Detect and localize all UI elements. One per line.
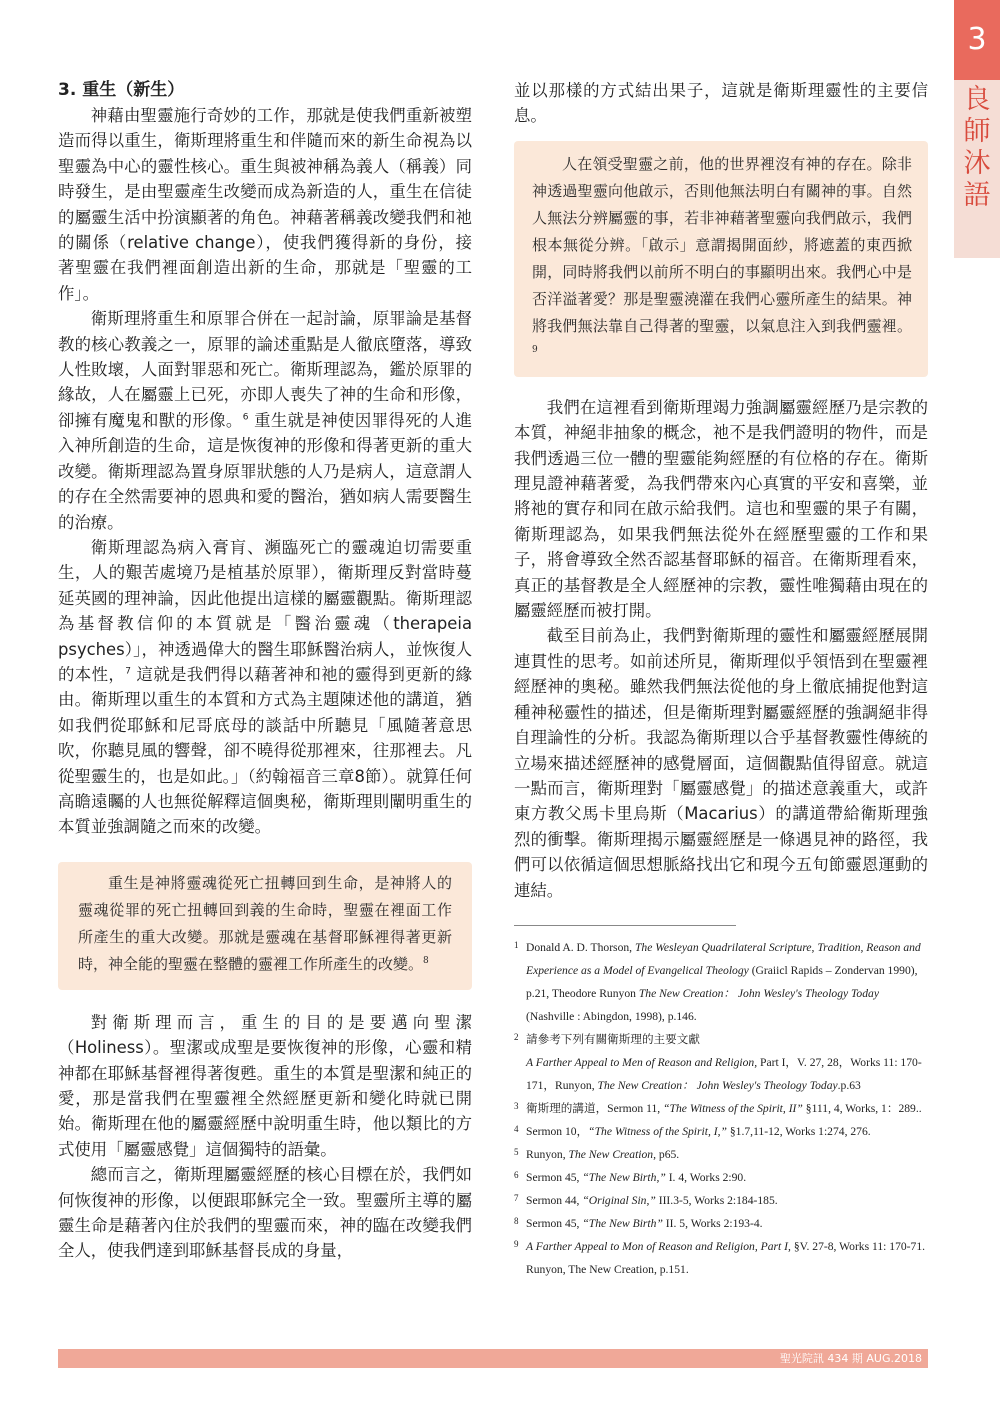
paragraph-5: 總而言之，衛斯理屬靈經歷的核心目標在於，我們如何恢復神的形像，以便跟耶穌完全一致。聖靈所主導的屬靈生命是藉著內住於我們的聖靈而來，神的臨在改變我們全人，使我們達到耶穌基督長成的身量， xyxy=(58,1165,472,1261)
quote-box-right xyxy=(514,141,928,377)
paragraph-3: 衛斯理認為病入膏肓、瀕臨死亡的靈魂迫切需要重生，人的艱苦處境乃是植基於原罪），衛斯理反對當時蔓延英國的理神論，因此他提出這樣的屬靈觀點。衛斯理認為基督教信仰的本質就是「醫治靈魂（therapeia psyches）」，神透過偉大的醫生耶穌醫治病人，並恢復人的本性，$^7$ 這就是我們得以藉著神和祂的靈得到更新的緣由。衛斯理以重生的本質和方式為主題陳述他的講道，猶如我們從耶穌和尼哥底母的談話中所聽見「風隨著意思吹，你聽見風的響聲，卻不曉得從那裡來，往那裡去。凡從聖靈生的，也是如此。」（約翰福音三章8節）。就算任何高瞻遠矚的人也無從解釋這個奧秘，衛斯理則闡明重生的本質並強調隨之而來的改變。 xyxy=(58,537,473,837)
footnote-ref-7[interactable]: 7 xyxy=(125,666,131,677)
page-tab xyxy=(954,0,1000,258)
footnote: 8 Sermon 45, “The New Birth” II. 5, Works 2:193-4. xyxy=(514,1215,763,1230)
footnote: 6 Sermon 45, “The New Birth,” I. 4, Works 2:90. xyxy=(514,1169,747,1184)
paragraph-7: 截至目前為止，我們對衛斯理的靈性和屬靈經歷展開連貫性的思考。如前述所見，衛斯理似乎領悟到在聖靈裡經歷神的奧秘。雖然我們無法從他的身上徹底捕捉他對這種神秘靈性的描述，但是衛斯理對屬靈經歷的強調絕非得自理論性的分析。我認為衛斯理以合乎基督教靈性傳統的立場來描述經歷神的感覺層面，這個觀點值得留意。就這一點而言，衛斯理對「屬靈感覺」的描述意義重大，或許東方教父馬卡里烏斯（Macarius）的講道帶給衛斯理強烈的衝擊。衛斯理揭示屬靈經歷是一條遇見神的路徑，我們可以依循這個思想脈絡找出它和現今五旬節靈恩運動的連結。 xyxy=(514,626,928,900)
footnote: 7 Sermon 44, “Original Sin,” III.3-5, Works 2:184-185. xyxy=(514,1192,778,1207)
paragraph-6: 我們在這裡看到衛斯理竭力強調屬靈經歷乃是宗教的本質，神絕非抽象的概念，祂不是我們證明的物件，而是我們透過三位一體的聖靈能夠經歷的有位格的存在。衛斯理見證神藉著愛，為我們帶來內心真實的平安和喜樂，並將祂的實存和同在啟示給我們。這也和聖靈的果子有關，衛斯理認為，如果我們無法從外在經歷聖靈的工作和果子，將會導致全然否認基督耶穌的福音。在衛斯理看來，真正的基督教是全人經歷神的宗教，靈性唯獨藉由現在的屬靈經歷而被打開。 xyxy=(514,397,928,621)
footnote: 5 Runyon, The New Creation, p65. xyxy=(514,1146,680,1161)
footnote: 1 Donald A. D. Thorson, The Wesleyan Quadrilateral Scripture, Tradition, Reason and Experience as a Model of Evangelical Theology (Graiicl Rapids – Zondervan 1990), p.21, Theodore Runyon The New Creation： John Wesley's Theology Today (Nashville : Abingdon, 1998), p.146. xyxy=(514,939,921,1023)
quote-text: 重生是神將靈魂從死亡扭轉回到生命，是神將人的靈魂從罪的死亡扭轉回到義的生命時，聖靈在裡面工作所產生的重大改變。那就是靈魂在基督耶穌裡得著更新時，神全能的聖靈在整體的靈裡工作所產生的改變。$^8$ xyxy=(78,873,452,973)
footer-bar xyxy=(58,1349,928,1368)
footnote: 3 衛斯理的講道，Sermon 11, “The Witness of the Spirit, II” §111, 4, Works, 1：289.. xyxy=(514,1100,922,1115)
left-column xyxy=(58,78,472,1264)
footnote-ref-9[interactable]: 9 xyxy=(532,344,538,355)
footnote-ref-8[interactable]: 8 xyxy=(423,955,429,966)
paragraph-2: 衛斯理將重生和原罪合併在一起討論，原罪論是基督教的核心教義之一，原罪的論述重點是人徹底墮落，導致人性敗壞，人面對罪惡和死亡。衛斯理認為，鑑於原罪的緣故，人在屬靈上已死，亦即人喪失了神的生命和形像，卻擁有魔鬼和獸的形像。$^6$ 重生就是神使因罪得死的人進入神所創造的生命，這是恢復神的形像和得著更新的重大改變。衛斯理認為置身原罪狀態的人乃是病人，這意謂人的存在全然需要神的恩典和愛的醫治，猶如病人需要醫生的治療。 xyxy=(58,309,472,532)
footnote-divider xyxy=(514,925,736,926)
footnote: A Farther Appeal to Men of Reason and Religion, Part I，V. 27, 28，Works 11: 170-171，Runyon, The New Creation： John Wesley's Theology Today.p.63 xyxy=(526,1055,922,1092)
footer-text: 聖光院訊 434 期 AUG.2018 xyxy=(779,1352,922,1365)
footnote: 2 請參考下列有關衛斯理的主要文獻 xyxy=(514,1031,700,1046)
footnote: 9 A Farther Appeal to Mon of Reason and Religion, Part I, §V. 27-8, Works 11: 170-71. Runyon, The New Creation, p.151. xyxy=(514,1238,926,1276)
right-column xyxy=(514,78,928,1281)
section-title: 良 師 沐 語 xyxy=(963,84,991,211)
section-heading: 3. 重生（新生） xyxy=(58,80,185,100)
page-number: 3 xyxy=(954,0,1000,80)
quote-box-left xyxy=(58,862,472,990)
footnote: 4 Sermon 10，“The Witness of the Spirit, I,” §1.7,11-12, Works 1:274, 276. xyxy=(514,1123,871,1138)
paragraph-1: 神藉由聖靈施行奇妙的工作，那就是使我們重新被塑造而得以重生，衛斯理將重生和伴隨而來的新生命視為以聖靈為中心的靈性核心。重生與被神稱為義人（稱義）同時發生，是由聖靈產生改變而成為新造的人，重生在信徒的屬靈生活中扮演顯著的角色。神藉著稱義改變我們和祂的關係（relative change），使我們獲得新的身份，接著聖靈在我們裡面創造出新的生命，那就是「聖靈的工作」。 xyxy=(58,106,472,303)
quote-text: 人在領受聖靈之前，他的世界裡沒有神的存在。除非神透過聖靈向他啟示，否則他無法明白有關神的事。自然人無法分辨屬靈的事，若非神藉著聖靈向我們啟示，我們根本無從分辨。「啟示」意謂揭開面紗，將遮蓋的東西掀開，同時將我們以前所不明白的事顯明出來。我們心中是否洋溢著愛？那是聖靈澆灌在我們心靈所產生的結果。神將我們無法靠自己得著的聖靈，以氣息注入到我們靈裡。$^9$ xyxy=(532,154,912,355)
paragraph-continued: 並以那樣的方式結出果子，這就是衛斯理靈性的主要信息。 xyxy=(514,81,928,126)
paragraph-4: 對衛斯理而言，重生的目的是要邁向聖潔（Holiness）。聖潔或成聖是要恢復神的形像，心靈和精神都在耶穌基督裡得著復甦。重生的本質是聖潔和純正的愛，那是當我們在聖靈裡全然經歷更新和變化時就已開始。衛斯理在他的屬靈經歷中說明重生時，他以類比的方式使用「屬靈感覺」這個獨特的語彙。 xyxy=(58,1012,472,1159)
footnotes xyxy=(514,936,928,1281)
footnote-ref-6[interactable]: 6 xyxy=(242,412,249,423)
